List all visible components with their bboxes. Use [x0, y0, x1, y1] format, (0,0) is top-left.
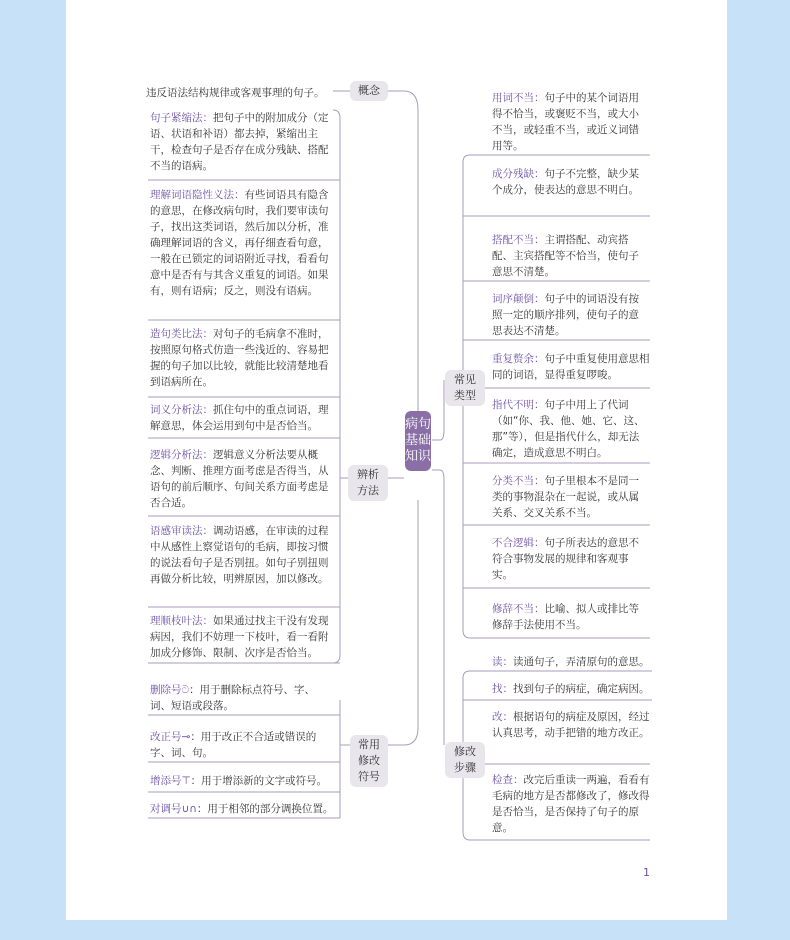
method-key: 词义分析法： — [150, 404, 213, 416]
type-item — [492, 535, 648, 583]
step-text: 读通句子，弄清原句的意思。 — [513, 656, 650, 668]
type-text: 主谓搭配、动宾搭配、主宾搭配等不恰当，使句子意思不清楚。 — [492, 234, 639, 278]
type-key: 搭配不当： — [492, 234, 545, 246]
type-item — [492, 473, 648, 521]
type-item — [492, 166, 648, 198]
step-item — [492, 681, 658, 697]
method-key: 理顺枝叶法： — [150, 615, 213, 627]
step-text: 根据语句的病症及原因，经过认真思考，动手把错的地方改正。 — [492, 711, 650, 739]
method-text: 逻辑意义分析法要从概念、判断、推理方面考虑是否得当，从语句的前后顺序、句间关系方面考虑是否合适。 — [150, 449, 329, 509]
symbol-text: ：用于改正不合适或错误的字、词、句。 — [150, 731, 317, 759]
insert-mark-icon: ⊤ — [181, 775, 191, 787]
symbol-text: ：用于相邻的部分调换位置。 — [196, 803, 334, 815]
hub-steps: 修改步骤 — [445, 742, 485, 778]
type-item — [492, 397, 648, 461]
type-key: 指代不明： — [492, 399, 545, 411]
type-text: 句子里根本不是同一类的事物混杂在一起说，或从属关系、交叉关系不当。 — [492, 475, 639, 519]
method-item — [150, 447, 336, 511]
type-text: 句子中重复使用意思相同的词语，显得重复啰唆。 — [492, 353, 650, 381]
hub-concept: 概念 — [350, 81, 388, 101]
method-text: 对句子的毛病拿不准时，按照原句格式仿造一些浅近的、容易把握的句子加以比较，就能比较清楚地看到语病所在。 — [150, 328, 329, 388]
symbol-key: 增添号 — [150, 775, 182, 787]
concept-text: 违反语法结构规律或客观事理的句子。 — [146, 87, 325, 99]
type-text: 比喻、拟人或排比等修辞手法使用不当。 — [492, 603, 639, 631]
type-key: 词序颠倒： — [492, 293, 545, 305]
type-item — [492, 232, 648, 280]
symbol-item — [150, 773, 336, 789]
type-text: 句子所表达的意思不符合事物发展的规律和客观事实。 — [492, 537, 639, 581]
hub-types: 常见类型 — [445, 370, 485, 406]
method-text: 调动语感，在审读的过程中从感性上察觉语句的毛病，即按习惯的说法看句子是否别扭。如句子别扭则再做分析比较，明辨原因，加以修改。 — [150, 525, 329, 585]
type-key: 用词不当： — [492, 92, 545, 104]
method-key: 语感审读法： — [150, 525, 213, 537]
step-text: 改完后重读一两遍，看看有毛病的地方是否都修改了，修改得是否恰当，是否保持了句子的原意。 — [492, 774, 650, 834]
method-key: 句子紧缩法： — [150, 112, 213, 124]
method-text: 抓住句中的重点词语，理解意思，体会运用到句中是否恰当。 — [150, 404, 329, 432]
step-key: 改： — [492, 711, 513, 723]
page-number: 1 — [643, 866, 650, 879]
type-key: 成分残缺： — [492, 168, 545, 180]
type-key: 分类不当： — [492, 475, 545, 487]
method-item — [150, 402, 336, 434]
type-text: 句子中用上了代词（如“你、我、他、她、它、这、那”等），但是指代什么，却无法确定，造成意思不明白。 — [492, 399, 645, 459]
type-item — [492, 351, 650, 383]
method-text: 如果通过找主干没有发现病因，我们不妨理一下枝叶，看一看附加成分修饰、限制、次序是否恰当。 — [150, 615, 329, 659]
method-item — [150, 187, 336, 299]
hub-symbols: 常用修改符号 — [350, 735, 388, 787]
type-key: 重复赘余： — [492, 353, 545, 365]
hub-methods: 辨析方法 — [348, 465, 388, 501]
method-item — [150, 110, 336, 174]
symbol-text: ：用于增添新的文字或符号。 — [190, 775, 328, 787]
method-text: 有些词语具有隐含的意思，在修改病句时，我们要审读句子，找出这类词语，然后加以分析，准确理解词语的含义，再仔细查看句意，一般在已锁定的词语附近寻找，看看句意中是否有与其含义重复的词语。如果有，则有语病；反之，则没有语病。 — [150, 189, 329, 297]
correct-mark-icon: ⊸ — [181, 731, 191, 743]
symbol-text: ：用于删除标点符号、字、词、短语或段落。 — [150, 684, 316, 712]
method-key: 理解词语隐性义法： — [150, 189, 245, 201]
method-item — [150, 326, 336, 390]
symbol-item — [150, 682, 336, 714]
type-key: 不合逻辑： — [492, 537, 545, 549]
type-item — [492, 601, 648, 633]
symbol-item — [150, 729, 336, 761]
method-key: 逻辑分析法： — [150, 449, 213, 461]
type-key: 修辞不当： — [492, 603, 545, 615]
method-text: 把句子中的附加成分（定语、状语和补语）都去掉，紧缩出主干，检查句子是否存在成分残缺、搭配不当的语病。 — [150, 112, 329, 172]
type-text: 句子不完整，缺少某个成分，使表达的意思不明白。 — [492, 168, 639, 196]
step-key: 检查： — [492, 774, 524, 786]
type-item — [492, 291, 648, 339]
symbol-key: 改正号 — [150, 731, 182, 743]
step-item — [492, 709, 650, 741]
step-item — [492, 772, 650, 836]
type-text: 句子中的某个词语用得不恰当，或褒贬不当，或大小不当，或轻重不当，或近义词错用等。 — [492, 92, 639, 152]
method-item — [150, 523, 336, 587]
method-item — [150, 613, 336, 661]
step-text: 找到句子的病症，确定病因。 — [513, 683, 650, 695]
step-key: 找： — [492, 683, 513, 695]
type-text: 句子中的词语没有按照一定的顺序排列，使句子的意思表达不清楚。 — [492, 293, 639, 337]
method-key: 造句类比法： — [150, 328, 213, 340]
root-node: 病句基础知识 — [405, 411, 431, 471]
symbol-key: 删除号 — [150, 684, 182, 696]
swap-mark-icon: ∪∩ — [181, 803, 197, 815]
symbol-key: 对调号 — [150, 803, 182, 815]
delete-mark-icon: ට — [181, 684, 190, 696]
type-item — [492, 90, 648, 154]
symbol-item — [150, 801, 340, 817]
step-key: 读： — [492, 656, 513, 668]
step-item — [492, 654, 658, 670]
